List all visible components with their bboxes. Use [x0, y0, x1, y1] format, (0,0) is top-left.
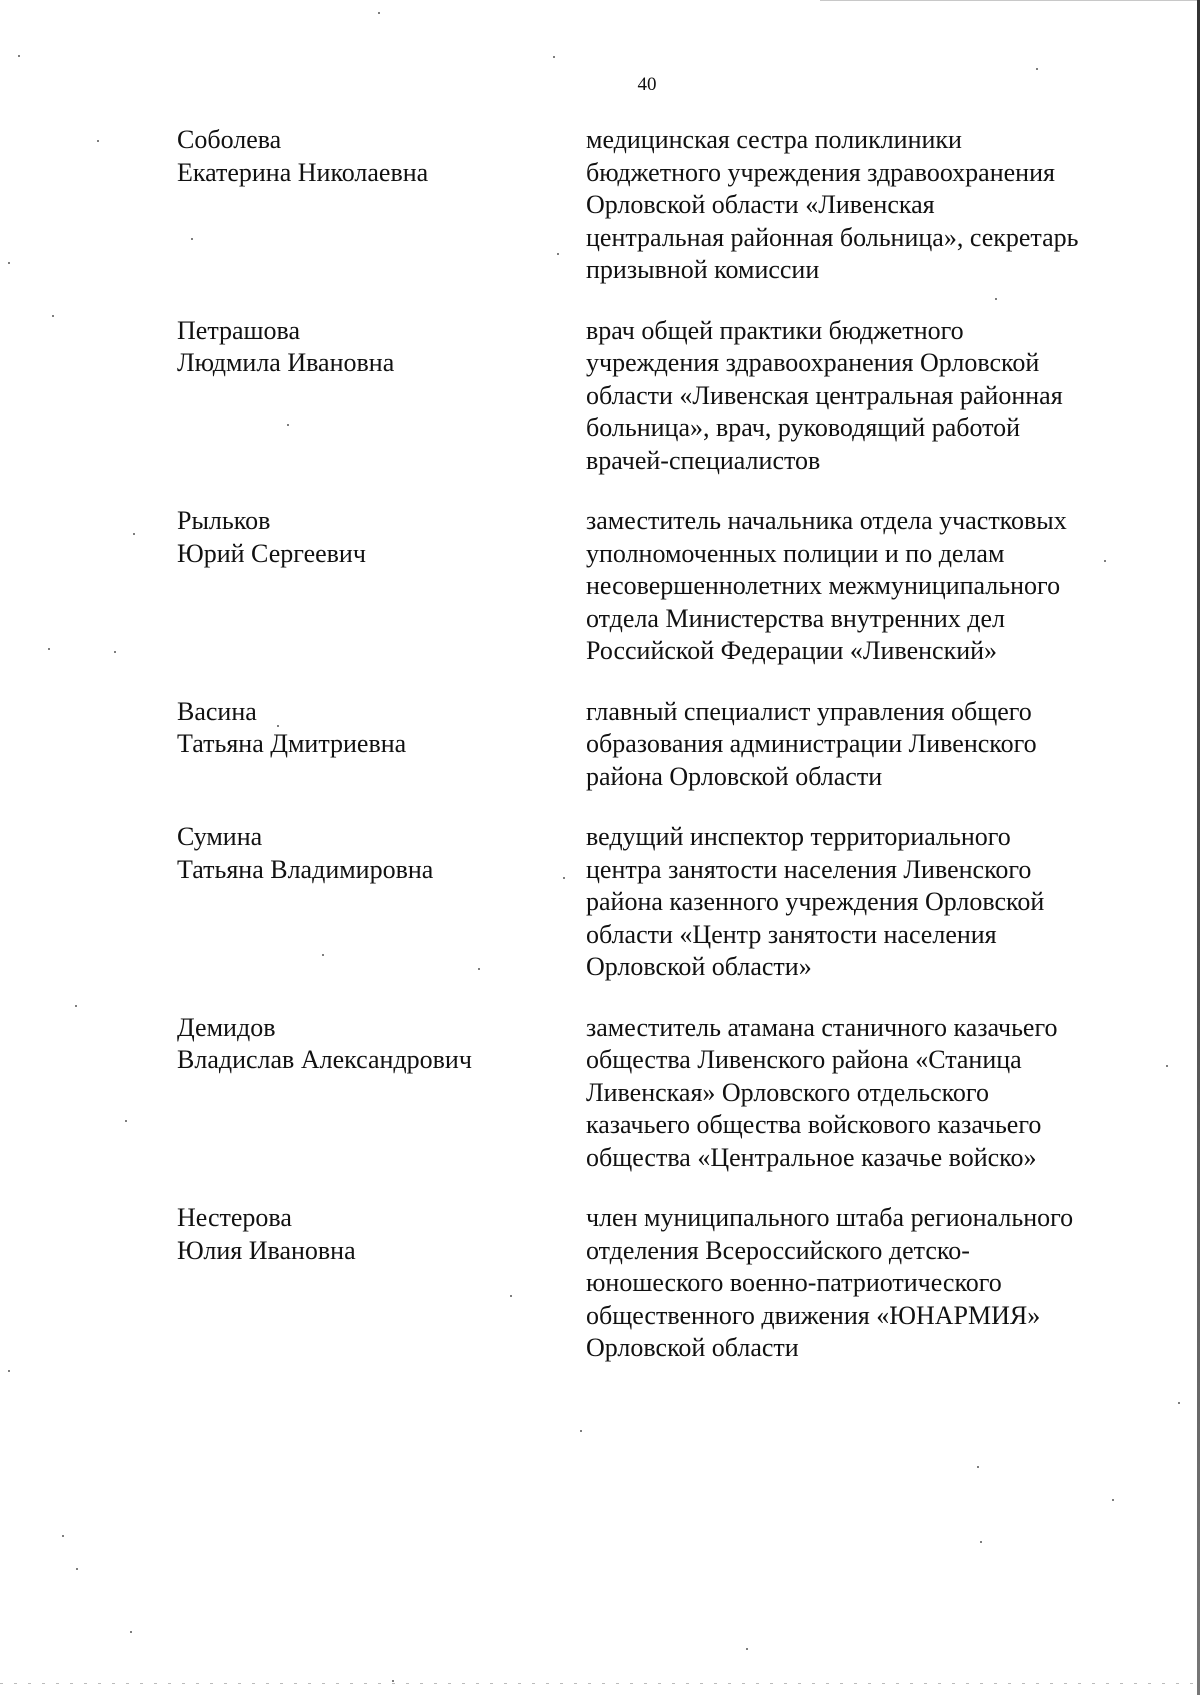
member-role-line: общественного движения «ЮНАРМИЯ» [586, 1300, 1041, 1330]
member-role-line: юношеского военно-патриотического [586, 1268, 1002, 1297]
scan-speck [277, 725, 279, 727]
member-given-names: Юлия Ивановна [177, 1235, 356, 1265]
member-role-line: отдела Министерства внутренних дел [586, 603, 1006, 633]
scan-speck [392, 1680, 394, 1682]
scan-speck [8, 262, 10, 264]
member-role-line: бюджетного учреждения здравоохранения [586, 157, 1055, 187]
member-role [586, 1202, 1137, 1365]
member-given-names: Татьяна Владимировна [177, 854, 434, 884]
member-given-names: Екатерина Николаевна [177, 157, 429, 187]
member-role-line: Орловской области» [586, 952, 812, 981]
scan-speck [287, 424, 289, 426]
member-name [177, 315, 586, 380]
member-given-names: Людмила Ивановна [177, 348, 395, 377]
member-role [586, 124, 1137, 287]
commission-members-list [177, 124, 1137, 1393]
member-entry [177, 821, 1137, 984]
scan-speck [553, 56, 555, 58]
member-surname: Васина [177, 696, 257, 726]
member-role-line: учреждения здравоохранения Орловской [586, 348, 1040, 377]
scan-speck [97, 140, 99, 142]
scan-speck [62, 1535, 64, 1537]
member-entry [177, 1202, 1137, 1365]
scan-speck [1178, 1402, 1180, 1404]
member-role-line: ведущий инспектор территориального [586, 822, 1011, 851]
member-role [586, 696, 1137, 794]
scan-speck [995, 298, 997, 300]
scan-speck [1112, 1499, 1114, 1501]
member-name [177, 124, 586, 189]
scan-speck [125, 1120, 127, 1122]
member-role-line: заместитель атамана станичного казачьего [586, 1012, 1058, 1042]
scan-speck [1166, 1065, 1168, 1067]
scan-speck [76, 1568, 78, 1570]
scan-speck [510, 1295, 512, 1297]
member-role-line: уполномоченных полиции и по делам [586, 538, 1005, 568]
member-entry [177, 1012, 1137, 1175]
scan-speck [977, 1466, 979, 1468]
member-role-line: центра занятости населения Ливенского [586, 854, 1032, 884]
scan-speck [191, 238, 193, 240]
member-role-line: отделения Всероссийского детско- [586, 1235, 970, 1265]
scan-speck [48, 648, 50, 650]
member-role-line: Российской Федерации «Ливенский» [586, 636, 998, 665]
member-role-line: несовершеннолетних межмуниципального [586, 571, 1061, 600]
scan-speck [114, 651, 116, 653]
member-surname: Рыльков [177, 506, 271, 535]
scan-speck [130, 1631, 132, 1633]
scan-bottom-edge [0, 1683, 1200, 1684]
member-role [586, 505, 1137, 668]
member-surname: Нестерова [177, 1203, 292, 1232]
member-role-line: Орловской области «Ливенская [586, 190, 935, 219]
member-role-line: врачей-специалистов [586, 445, 821, 475]
scan-speck [580, 1430, 582, 1432]
scan-top-edge [820, 0, 1200, 1]
member-name [177, 696, 586, 761]
scan-speck [378, 12, 380, 14]
member-role-line: призывной комиссии [586, 255, 820, 284]
scan-speck [478, 968, 480, 970]
member-role-line: области «Центр занятости населения [586, 919, 997, 949]
member-role-line: врач общей практики бюджетного [586, 315, 964, 345]
member-role-line: района казенного учреждения Орловской [586, 887, 1045, 916]
scan-speck [133, 533, 135, 535]
member-role-line: Орловской области [586, 1333, 799, 1362]
member-role-line: главный специалист управления общего [586, 696, 1032, 726]
scan-speck [8, 1370, 10, 1372]
member-role-line: образования администрации Ливенского [586, 729, 1037, 758]
member-role [586, 1012, 1137, 1175]
member-surname: Соболева [177, 125, 282, 154]
member-role [586, 821, 1137, 984]
member-role-line: центральная районная больница», секретарь [586, 222, 1079, 252]
member-role [586, 315, 1137, 478]
member-given-names: Юрий Сергеевич [177, 538, 366, 568]
scan-speck [746, 1648, 748, 1650]
member-name [177, 821, 586, 886]
member-surname: Сумина [177, 822, 263, 851]
scan-speck [75, 1005, 77, 1007]
member-role-line: общества «Центральное казачье войско» [586, 1142, 1037, 1172]
member-name [177, 1202, 586, 1267]
member-given-names: Татьяна Дмитриевна [177, 729, 407, 758]
member-role-line: области «Ливенская центральная районная [586, 380, 1063, 410]
scan-speck [563, 877, 565, 879]
member-surname: Петрашова [177, 315, 301, 345]
member-entry [177, 315, 1137, 478]
member-role-line: заместитель начальника отдела участковых [586, 506, 1067, 535]
member-role-line: района Орловской области [586, 761, 883, 791]
member-role-line: член муниципального штаба регионального [586, 1203, 1074, 1232]
member-role-line: общества Ливенского района «Станица [586, 1045, 1022, 1074]
member-role-line: медицинская сестра поликлиники [586, 125, 962, 154]
scan-speck [1104, 560, 1106, 562]
member-entry [177, 696, 1137, 794]
member-entry [177, 505, 1137, 668]
member-role-line: Ливенская» Орловского отдельского [586, 1077, 989, 1107]
member-role-line: больница», врач, руководящий работой [586, 413, 1021, 442]
member-role-line: казачьего общества войскового казачьего [586, 1110, 1042, 1139]
member-name [177, 1012, 586, 1077]
member-entry [177, 124, 1137, 287]
member-surname: Демидов [177, 1012, 276, 1042]
member-given-names: Владислав Александрович [177, 1045, 472, 1074]
scan-speck [18, 55, 20, 57]
scan-speck [322, 954, 324, 956]
scan-speck [1036, 68, 1038, 70]
scan-speck [980, 1541, 982, 1543]
member-name [177, 505, 586, 570]
scan-speck [557, 253, 559, 255]
page-number: 40 [637, 74, 657, 95]
scan-speck [52, 315, 54, 317]
